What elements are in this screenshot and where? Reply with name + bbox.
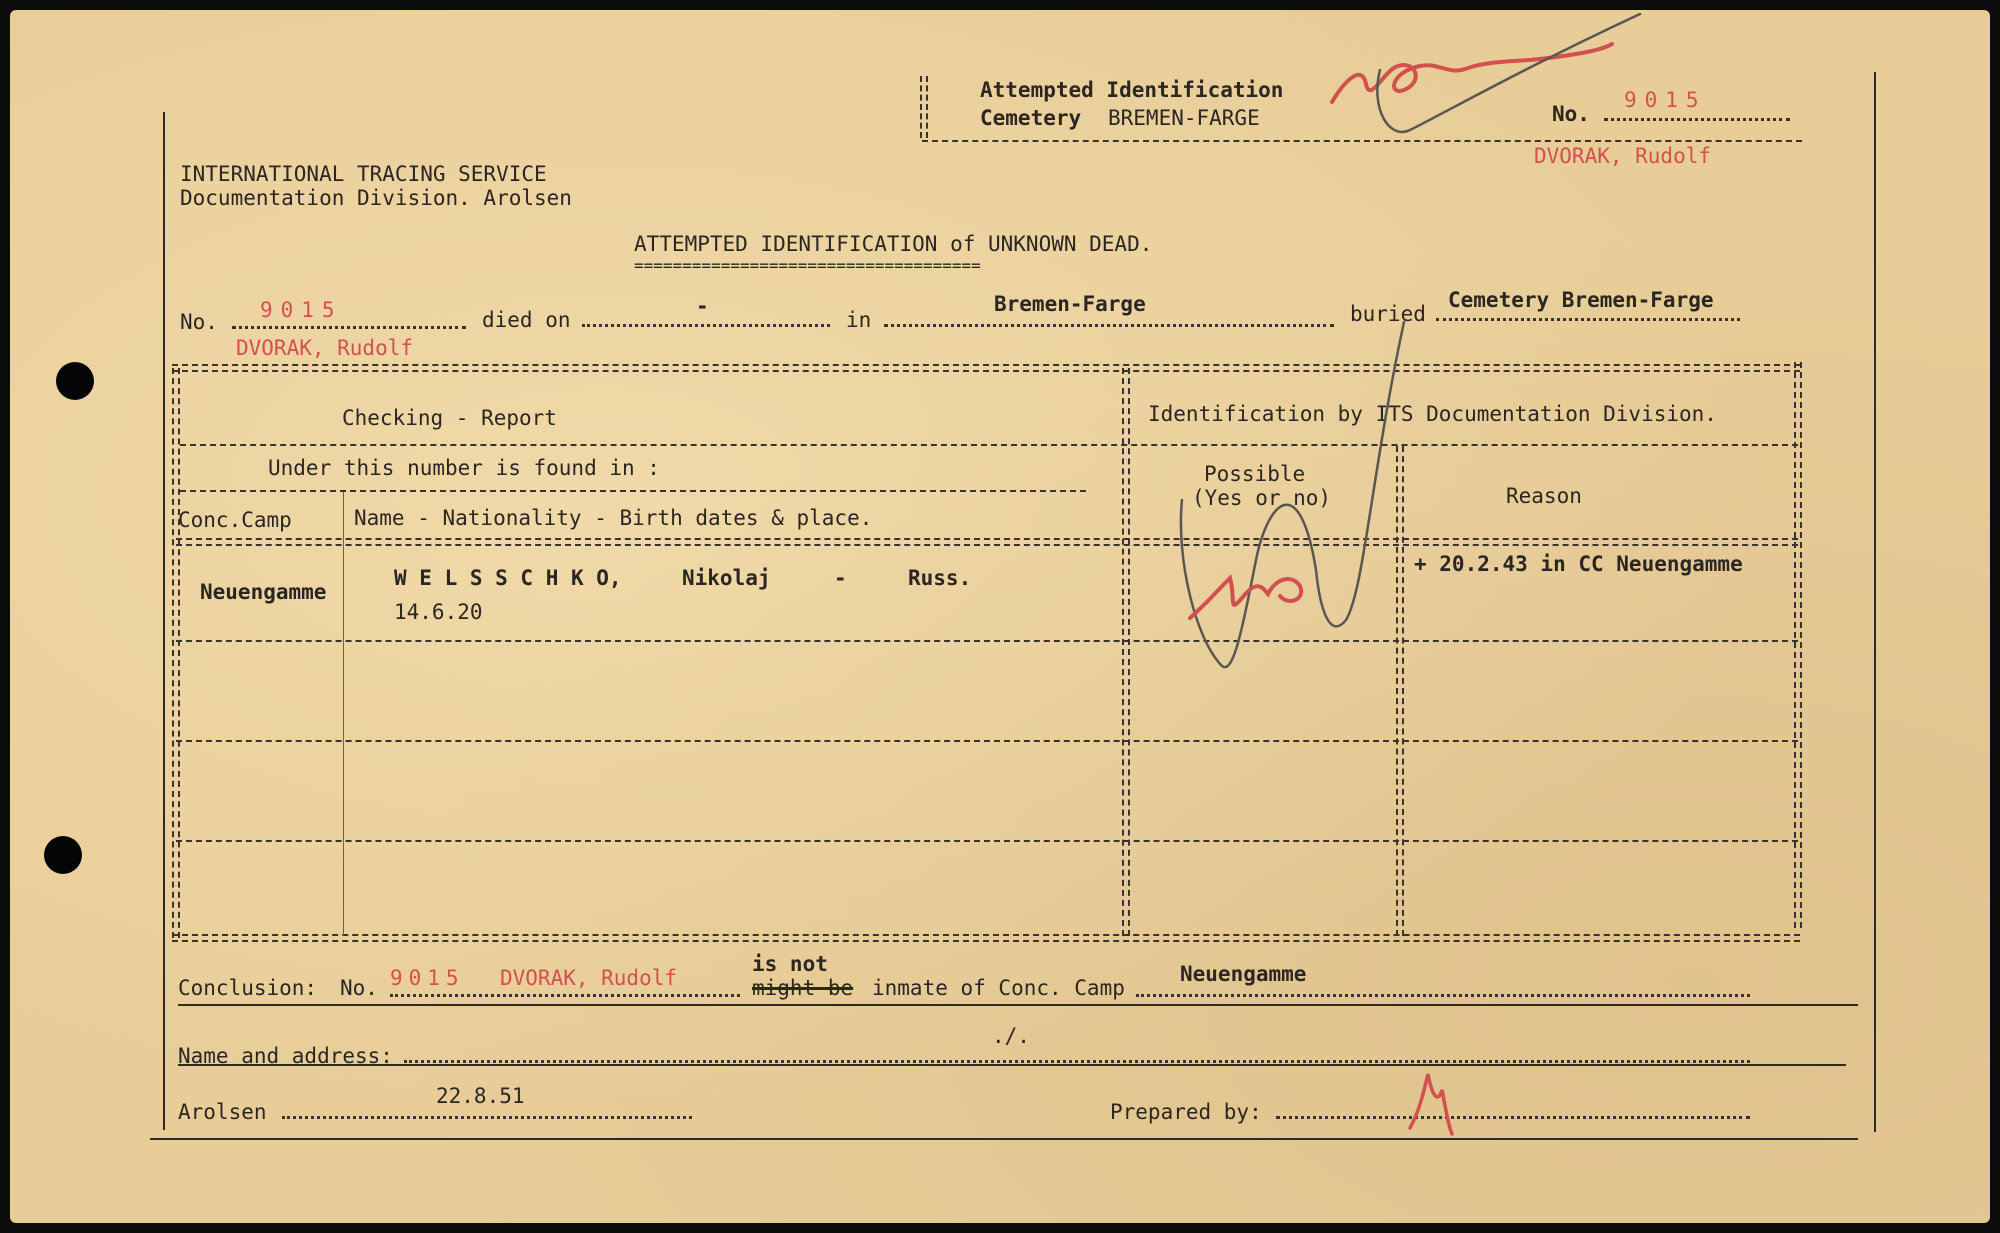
conclusion-is-not: is not [752,952,828,976]
header-name-stamp: DVORAK, Rudolf [1534,144,1712,168]
prepared-by-label: Prepared by: [1110,1100,1262,1124]
column-name-header: Name - Nationality - Birth dates & place. [354,506,873,530]
name-address-value: ./. [992,1024,1030,1048]
row1-surname: W E L S S C H K O, [394,566,622,590]
handwritten-scribble-top [1332,44,1612,102]
row1-reason: + 20.2.43 in CC Neuengamme [1414,552,1743,576]
died-on-value: - [696,294,709,318]
org-division: Documentation Division. Arolsen [180,186,572,210]
header-cemetery-value: BREMEN-FARGE [1108,106,1260,130]
header-no-label: No. [1552,102,1590,126]
possible-header-sub: (Yes or no) [1192,486,1332,510]
in-value: Bremen-Farge [994,292,1146,316]
attempted-identification-label: Attempted Identification [980,78,1284,102]
row1-firstname: Nikolaj [682,566,771,590]
record-no-value: 9015 [260,298,343,322]
conclusion-label: Conclusion: [178,976,318,1000]
record-name-stamp: DVORAK, Rudolf [236,336,414,360]
handwritten-initials-prepared [1410,1074,1452,1134]
in-label: in [846,308,872,332]
header-cemetery-label: Cemetery [980,106,1082,130]
identification-header: Identification by ITS Documentation Division. [1148,402,1717,426]
conclusion-camp: Neuengamme [1180,962,1307,986]
row1-birth-date: 14.6.20 [394,600,483,624]
title-underline: ==================================== [634,256,981,275]
arolsen-label: Arolsen [178,1100,267,1124]
record-no-label: No. [180,310,218,334]
conclusion-inmate-text: inmate of Conc. Camp [872,976,1125,1000]
document-title: ATTEMPTED IDENTIFICATION of UNKNOWN DEAD. [634,232,1153,256]
buried-value: Cemetery Bremen-Farge [1448,288,1714,312]
conclusion-might-be-struck: might be [752,976,854,1000]
name-address-label: Name and address: [178,1044,393,1068]
under-number-label: Under this number is found in : [268,456,660,480]
column-camp-header: Conc.Camp [178,508,292,532]
arolsen-date: 22.8.51 [436,1084,525,1108]
conclusion-no-value: 9015 [390,966,465,990]
header-no-value: 9015 [1624,88,1707,112]
possible-header: Possible [1204,462,1306,486]
buried-label: buried [1350,302,1426,326]
died-on-label: died on [482,308,571,332]
row1-dash: - [834,566,847,590]
conclusion-name-stamp: DVORAK, Rudolf [500,966,678,990]
row1-camp: Neuengamme [200,580,327,604]
org-name: INTERNATIONAL TRACING SERVICE [180,162,547,186]
checking-report-header: Checking - Report [342,406,557,430]
reason-header: Reason [1506,484,1582,508]
handwritten-pencil-tick [1181,322,1404,667]
row1-nationality: Russ. [908,566,972,590]
conclusion-no-label: No. [340,976,378,1000]
